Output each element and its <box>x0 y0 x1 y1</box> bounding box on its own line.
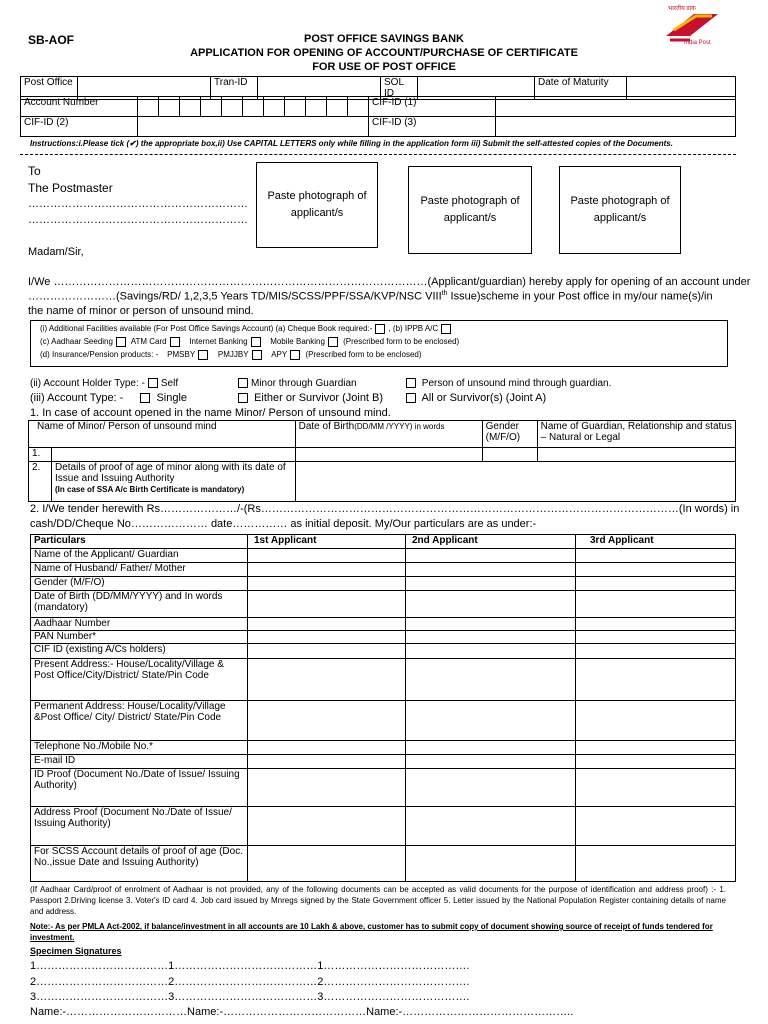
applicant-1-field[interactable] <box>248 549 406 563</box>
postmaster-label: The Postmaster <box>28 181 113 195</box>
particulars-row-label: ID Proof (Document No./Date of Issue/ Issuing Authority) <box>31 769 248 807</box>
applicant-2-field[interactable] <box>406 846 576 882</box>
particulars-row <box>31 769 736 807</box>
applicant-3-field[interactable] <box>576 701 736 741</box>
particulars-row-label: Permanent Address: House/Locality/Village &Post Office/ City/ District/ State/Pin Code <box>31 701 248 741</box>
minor-col-gender: Gender (M/F/O) <box>482 421 537 448</box>
minor-guardian-checkbox[interactable] <box>238 378 248 388</box>
minor-col-name: Name of Minor/ Person of unsound mind <box>29 421 296 448</box>
applicant-2-field[interactable] <box>406 741 576 755</box>
applicant-3-field[interactable] <box>576 846 736 882</box>
holder-type-label: (ii) Account Holder Type: - <box>30 378 145 389</box>
prescribed-form-note-1: (Prescribed form to be enclosed) <box>343 337 460 347</box>
applicant-3-field[interactable] <box>576 577 736 591</box>
minor-col-guardian: Name of Guardian, Relationship and status – Natural or Legal <box>537 421 735 448</box>
particulars-row-label: E-mail ID <box>31 755 248 769</box>
applicant-3-field[interactable] <box>576 755 736 769</box>
single-checkbox[interactable] <box>140 393 150 403</box>
account-digit-cell[interactable] <box>138 97 159 117</box>
minor-col-dob-a: Date of Birth <box>298 421 355 432</box>
particulars-row-label: Name of Husband/ Father/ Mother <box>31 563 248 577</box>
particulars-row-label: Aadhaar Number <box>31 618 248 631</box>
photo-label-3: Paste photograph of applicant/s <box>570 195 670 224</box>
particulars-row <box>31 755 736 769</box>
applicant-2-field[interactable] <box>406 807 576 846</box>
logo-text-en: India Post <box>684 40 711 46</box>
date-maturity-label: Date of Maturity <box>535 77 627 100</box>
applicant-3-field[interactable] <box>576 563 736 577</box>
applicant-2-field[interactable] <box>406 659 576 701</box>
apply-line-2b: Issue)scheme in your Post office in my/our name(s)/in <box>447 290 713 303</box>
particulars-row <box>31 618 736 631</box>
applicant-3-field[interactable] <box>576 591 736 618</box>
minor-proof-cell <box>52 462 296 502</box>
applicant-1-field[interactable] <box>248 701 406 741</box>
particulars-row <box>31 549 736 563</box>
account-digit-cell[interactable] <box>327 97 348 117</box>
title-office-use: FOR USE OF POST OFFICE <box>312 61 456 73</box>
holder-type-row <box>30 378 730 389</box>
applicant-2-field[interactable] <box>406 701 576 741</box>
photo-box-1[interactable] <box>256 162 378 248</box>
minor-table <box>28 420 736 502</box>
form-code: SB-AOF <box>28 33 74 47</box>
signature-line-2[interactable]: 2………………………………2…………………………………2…………………………………. <box>30 976 470 988</box>
applicant-1-field[interactable] <box>248 741 406 755</box>
particulars-row-label: Name of the Applicant/ Guardian <box>31 549 248 563</box>
joint-b-checkbox[interactable] <box>238 393 248 403</box>
name-line[interactable]: Name:-……………………………Name:-…………………………………Name:-……………………………………….. <box>30 1006 574 1018</box>
applicant-1-field[interactable] <box>248 644 406 659</box>
pmsby-label: PMSBY <box>167 350 196 360</box>
minor-row-1-gender[interactable] <box>482 448 537 462</box>
cif2-field[interactable] <box>138 117 369 137</box>
minor-col-dob <box>295 421 482 448</box>
apply-line-1: I/We …………………………………………………………………………………………(Applicant/guardian) hereby apply for opening of an account under <box>28 276 751 288</box>
pmjjby-checkbox[interactable] <box>252 350 262 360</box>
internet-banking-checkbox[interactable] <box>251 337 261 347</box>
particulars-row-label: Address Proof (Document No./Date of Issue/ Issuing Authority) <box>31 807 248 846</box>
account-digit-cell[interactable] <box>264 97 285 117</box>
pmsby-checkbox[interactable] <box>198 350 208 360</box>
applicant-3-field[interactable] <box>576 807 736 846</box>
cheque-book-checkbox[interactable] <box>375 324 385 334</box>
account-cif-table <box>20 96 736 137</box>
single-label: Single <box>156 392 188 404</box>
joint-a-label: All or Survivor(s) (Joint A) <box>421 392 547 404</box>
applicant-1-head: 1st Applicant <box>248 535 406 549</box>
cif2-label: CIF-ID (2) <box>21 117 138 137</box>
cif3-field[interactable] <box>496 117 736 137</box>
account-type-label: (iii) Account Type: - <box>30 392 124 404</box>
particulars-row <box>31 659 736 701</box>
applicant-2-field[interactable] <box>406 644 576 659</box>
particulars-row-label: Telephone No./Mobile No.* <box>31 741 248 755</box>
instructions-text: Instructions:i.Please tick (✔) the appropriate box,ii) Use CAPITAL LETTERS only while filling in the application form iii) Submit the self-attested copies of the Documents. <box>30 139 673 148</box>
account-type-row <box>30 392 730 404</box>
applicant-1-field[interactable] <box>248 659 406 701</box>
applicant-2-field[interactable] <box>406 755 576 769</box>
address-dots-2[interactable]: …………………………………………………… <box>28 214 248 226</box>
facilities-line-1 <box>40 324 454 334</box>
signature-line-1[interactable]: 1………………………………1…………………………………1…………………………………. <box>30 960 470 972</box>
photo-box-2[interactable] <box>408 166 532 254</box>
applicant-1-field[interactable] <box>248 577 406 591</box>
particulars-row-label: Date of Birth (DD/MM/YYYY) and In words (mandatory) <box>31 591 248 618</box>
applicant-1-field[interactable] <box>248 618 406 631</box>
applicant-3-field[interactable] <box>576 644 736 659</box>
title-application: APPLICATION FOR OPENING OF ACCOUNT/PURCHASE OF CERTIFICATE <box>190 47 578 59</box>
cif3-label: CIF-ID (3) <box>369 117 496 137</box>
ippb-checkbox[interactable] <box>441 324 451 334</box>
apply-line-3: the name of minor or person of unsound mind. <box>28 305 254 317</box>
tender-line-1: 2. I/We tender herewith Rs…………………/-(Rs……………………………………………………………………………………………………(In words) in <box>30 503 740 515</box>
cif1-field[interactable] <box>496 97 736 117</box>
account-digit-cell[interactable] <box>222 97 243 117</box>
facilities-line-2 <box>40 337 459 347</box>
mobile-banking-label: Mobile Banking <box>270 337 325 347</box>
applicant-2-field[interactable] <box>406 549 576 563</box>
minor-row-1-name[interactable] <box>52 448 296 462</box>
cif1-label: CIF-ID (1) <box>369 97 496 117</box>
post-office-label: Post Office <box>21 77 78 100</box>
mobile-banking-checkbox[interactable] <box>328 337 338 347</box>
particulars-row <box>31 741 736 755</box>
particulars-row <box>31 807 736 846</box>
account-digit-cell[interactable] <box>159 97 180 117</box>
unsound-guardian-label: Person of unsound mind through guardian. <box>421 378 612 389</box>
minor-row-1-num: 1. <box>29 448 52 462</box>
signature-line-3[interactable]: 3………………………………3…………………………………3…………………………………. <box>30 991 470 1003</box>
tran-id-label: Tran-ID <box>211 77 258 100</box>
title-bank: POST OFFICE SAVINGS BANK <box>304 33 464 45</box>
applicant-1-field[interactable] <box>248 807 406 846</box>
particulars-row <box>31 563 736 577</box>
account-digit-cell[interactable] <box>243 97 264 117</box>
particulars-head-label: Particulars <box>31 535 248 549</box>
apply-line-2a: ……………………(Savings/RD/ 1,2,3,5 Years TD/MIS/SCSS/PPF/SSA/KVP/NSC VIII <box>28 290 442 303</box>
applicant-3-head: 3rd Applicant <box>576 535 736 549</box>
minor-col-dob-b: (DD/MM /YYYY) in words <box>354 422 445 431</box>
applicant-3-field[interactable] <box>576 659 736 701</box>
particulars-row-label: Gender (M/F/O) <box>31 577 248 591</box>
applicant-3-field[interactable] <box>576 769 736 807</box>
minor-guardian-label: Minor through Guardian <box>251 378 357 389</box>
aadhaar-seeding-checkbox[interactable] <box>116 337 126 347</box>
photo-label-2: Paste photograph of applicant/s <box>420 195 520 224</box>
pmjjby-label: PMJJBY <box>217 350 249 360</box>
applicant-1-field[interactable] <box>248 755 406 769</box>
facilities-cheque-label: (i) Additional Facilities available (For Post Office Savings Account) (a) Cheque Book required:- <box>40 324 373 334</box>
minor-row-1-guardian[interactable] <box>537 448 735 462</box>
joint-a-checkbox[interactable] <box>406 393 416 403</box>
applicant-1-field[interactable] <box>248 769 406 807</box>
applicant-2-field[interactable] <box>406 769 576 807</box>
aadhaar-seeding-label: (c) Aadhaar Seeding <box>40 337 113 347</box>
atm-card-label: ATM Card <box>130 337 167 347</box>
account-digit-cell[interactable] <box>348 97 369 117</box>
facilities-ippb-label: , (b) IPPB A/C <box>388 324 439 334</box>
address-dots-1[interactable]: …………………………………………………… <box>28 198 248 210</box>
applicant-2-field[interactable] <box>406 577 576 591</box>
apply-line-2 <box>28 290 713 303</box>
particulars-table <box>30 534 736 882</box>
applicant-3-field[interactable] <box>576 618 736 631</box>
applicant-2-head: 2nd Applicant <box>406 535 576 549</box>
particulars-row <box>31 644 736 659</box>
account-digit-cell[interactable] <box>285 97 306 117</box>
account-digit-cell[interactable] <box>201 97 222 117</box>
particulars-row-label: CIF ID (existing A/Cs holders) <box>31 644 248 659</box>
tender-line-2: cash/DD/Cheque No………………… date…………… as initial deposit. My/Our particulars are as under:- <box>30 518 537 530</box>
logo-text-hi: भारतीय डाक <box>668 6 696 12</box>
separator-line <box>20 154 736 155</box>
apply-line-2-sup: th <box>441 290 448 297</box>
salutation: Madam/Sir, <box>28 246 84 258</box>
applicant-2-field[interactable] <box>406 631 576 644</box>
applicant-1-field[interactable] <box>248 846 406 882</box>
applicant-2-field[interactable] <box>406 591 576 618</box>
particulars-row <box>31 577 736 591</box>
account-digit-cell[interactable] <box>306 97 327 117</box>
aadhaar-footnote: (If Aadhaar Card/proof of enrolment of Aadhaar is not provided, any of the following documents can be accepted as valid documents for the purpose of identification and address proof) :- 1. Passport 2.Driving license 3. Voter's ID card 4. Job card issued by Mnregs signed by the State Government officer 5. Letter issued by the National Population Register containing details of name and address. <box>30 885 726 916</box>
specimen-heading: Specimen Signatures <box>30 946 122 956</box>
minor-proof-field[interactable] <box>295 462 735 502</box>
account-digit-cell[interactable] <box>180 97 201 117</box>
photo-label-1: Paste photograph of applicant/s <box>267 190 367 219</box>
minor-row-1-dob[interactable] <box>295 448 482 462</box>
pmla-note: Note:- As per PMLA Act-2002, if balance/investment in all accounts are 10 Lakh & above, customer has to submit copy of document showing source of receipt of funds tendered for investment. <box>30 922 713 942</box>
particulars-row <box>31 846 736 882</box>
applicant-2-field[interactable] <box>406 618 576 631</box>
photo-box-3[interactable] <box>559 166 681 254</box>
self-label: Self <box>160 378 179 389</box>
joint-b-label: Either or Survivor (Joint B) <box>254 392 384 404</box>
applicant-3-field[interactable] <box>576 741 736 755</box>
applicant-1-field[interactable] <box>248 563 406 577</box>
particulars-row-label: PAN Number* <box>31 631 248 644</box>
particulars-row-label: Present Address:- House/Locality/Village & Post Office/City/District/ State/Pin Code <box>31 659 248 701</box>
applicant-2-field[interactable] <box>406 563 576 577</box>
minor-proof-note: (In case of SSA A/c Birth Certificate is mandatory) <box>55 485 245 494</box>
particulars-row-label: For SCSS Account details of proof of age (Doc. No.,issue Date and Issuing Authority) <box>31 846 248 882</box>
internet-banking-label: Internet Banking <box>189 337 248 347</box>
self-checkbox[interactable] <box>148 378 158 388</box>
applicant-1-field[interactable] <box>248 631 406 644</box>
minor-proof-text: Details of proof of age of minor along with its date of Issue and Issuing Authority <box>55 462 286 484</box>
to-label: To <box>28 164 41 178</box>
apy-label: APY <box>271 350 288 360</box>
particulars-row <box>31 701 736 741</box>
applicant-3-field[interactable] <box>576 631 736 644</box>
applicant-1-field[interactable] <box>248 591 406 618</box>
atm-card-checkbox[interactable] <box>170 337 180 347</box>
minor-section-heading: 1. In case of account opened in the name Minor/ Person of unsound mind. <box>30 407 391 419</box>
particulars-row <box>31 631 736 644</box>
particulars-row <box>31 591 736 618</box>
applicant-3-field[interactable] <box>576 549 736 563</box>
unsound-guardian-checkbox[interactable] <box>406 378 416 388</box>
apy-checkbox[interactable] <box>290 350 300 360</box>
account-number-label: Account Number <box>21 97 138 117</box>
sol-id-label: SOL ID <box>381 77 418 100</box>
prescribed-form-note-2: (Prescribed form to be enclosed) <box>305 350 422 360</box>
facilities-line-3 <box>40 350 422 360</box>
minor-row-2-num: 2. <box>29 462 52 502</box>
insurance-label: (d) Insurance/Pension products: - <box>40 350 159 360</box>
